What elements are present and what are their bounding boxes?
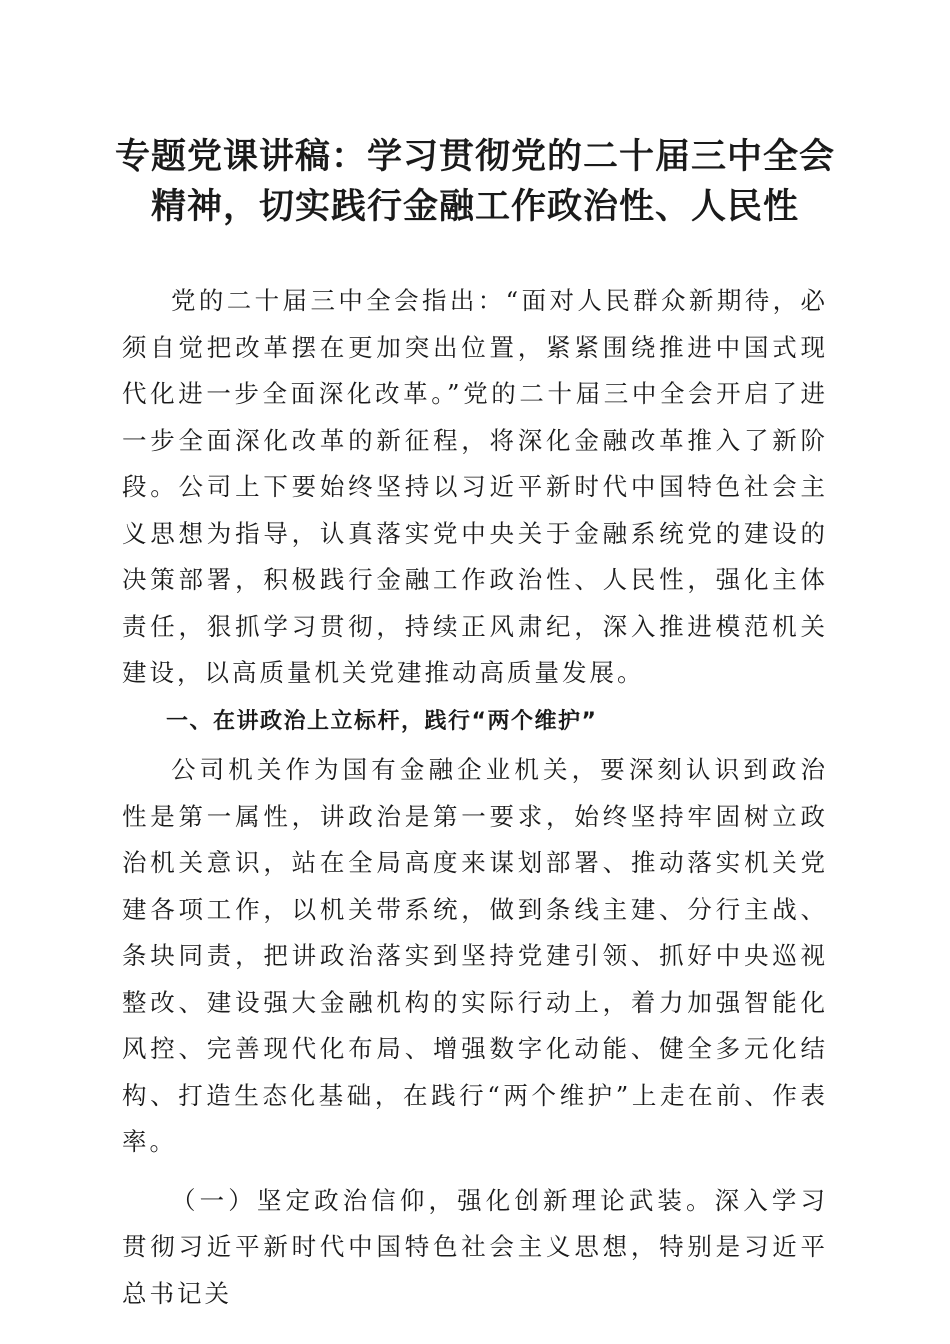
document-body: [122, 278, 828, 1317]
intro-paragraph: 党的二十届三中全会指出：“面对人民群众新期待，必须自觉把改革摆在更加突出位置，紧紧围绕推进中国式现代化进一步全面深化改革。”党的二十届三中全会开启了进一步全面深化改革的新征程，将深化金融改革推入了新阶段。公司上下要始终坚持以习近平新时代中国特色社会主义思想为指导，认真落实党中央关于金融系统党的建设的决策部署，积极践行金融工作政治性、人民性，强化主体责任，狠抓学习贯彻，持续正风肃纪，深入推进模范机关建设，以高质量机关党建推动高质量发展。: [122, 286, 828, 687]
title-line-1: 专题党课讲稿：学习贯彻党的二十届三中全会: [114, 136, 835, 177]
section-heading-1: 一、在讲政治上立标杆，践行“两个维护”: [166, 708, 598, 734]
subsection-1-paragraph: （一）坚定政治信仰，强化创新理论武装。深入学习贯彻习近平新时代中国特色社会主义思想，特别是习近平总书记关: [122, 1185, 828, 1308]
title-line-2: 精神，切实践行金融工作政治性、人民性: [150, 186, 799, 227]
document-title: [100, 132, 850, 232]
section-1-paragraph: 公司机关作为国有金融企业机关，要深刻认识到政治性是第一属性，讲政治是第一要求，始终坚持牢固树立政治机关意识，站在全局高度来谋划部署、推动落实机关党建各项工作，以机关带系统，做到条线主建、分行主战、条块同责，把讲政治落实到坚持党建引领、抓好中央巡视整改、建设强大金融机构的实际行动上，着力加强智能化风控、完善现代化布局、增强数字化动能、健全多元化结构、打造生态化基础，在践行“两个维护”上走在前、作表率。: [122, 755, 828, 1156]
